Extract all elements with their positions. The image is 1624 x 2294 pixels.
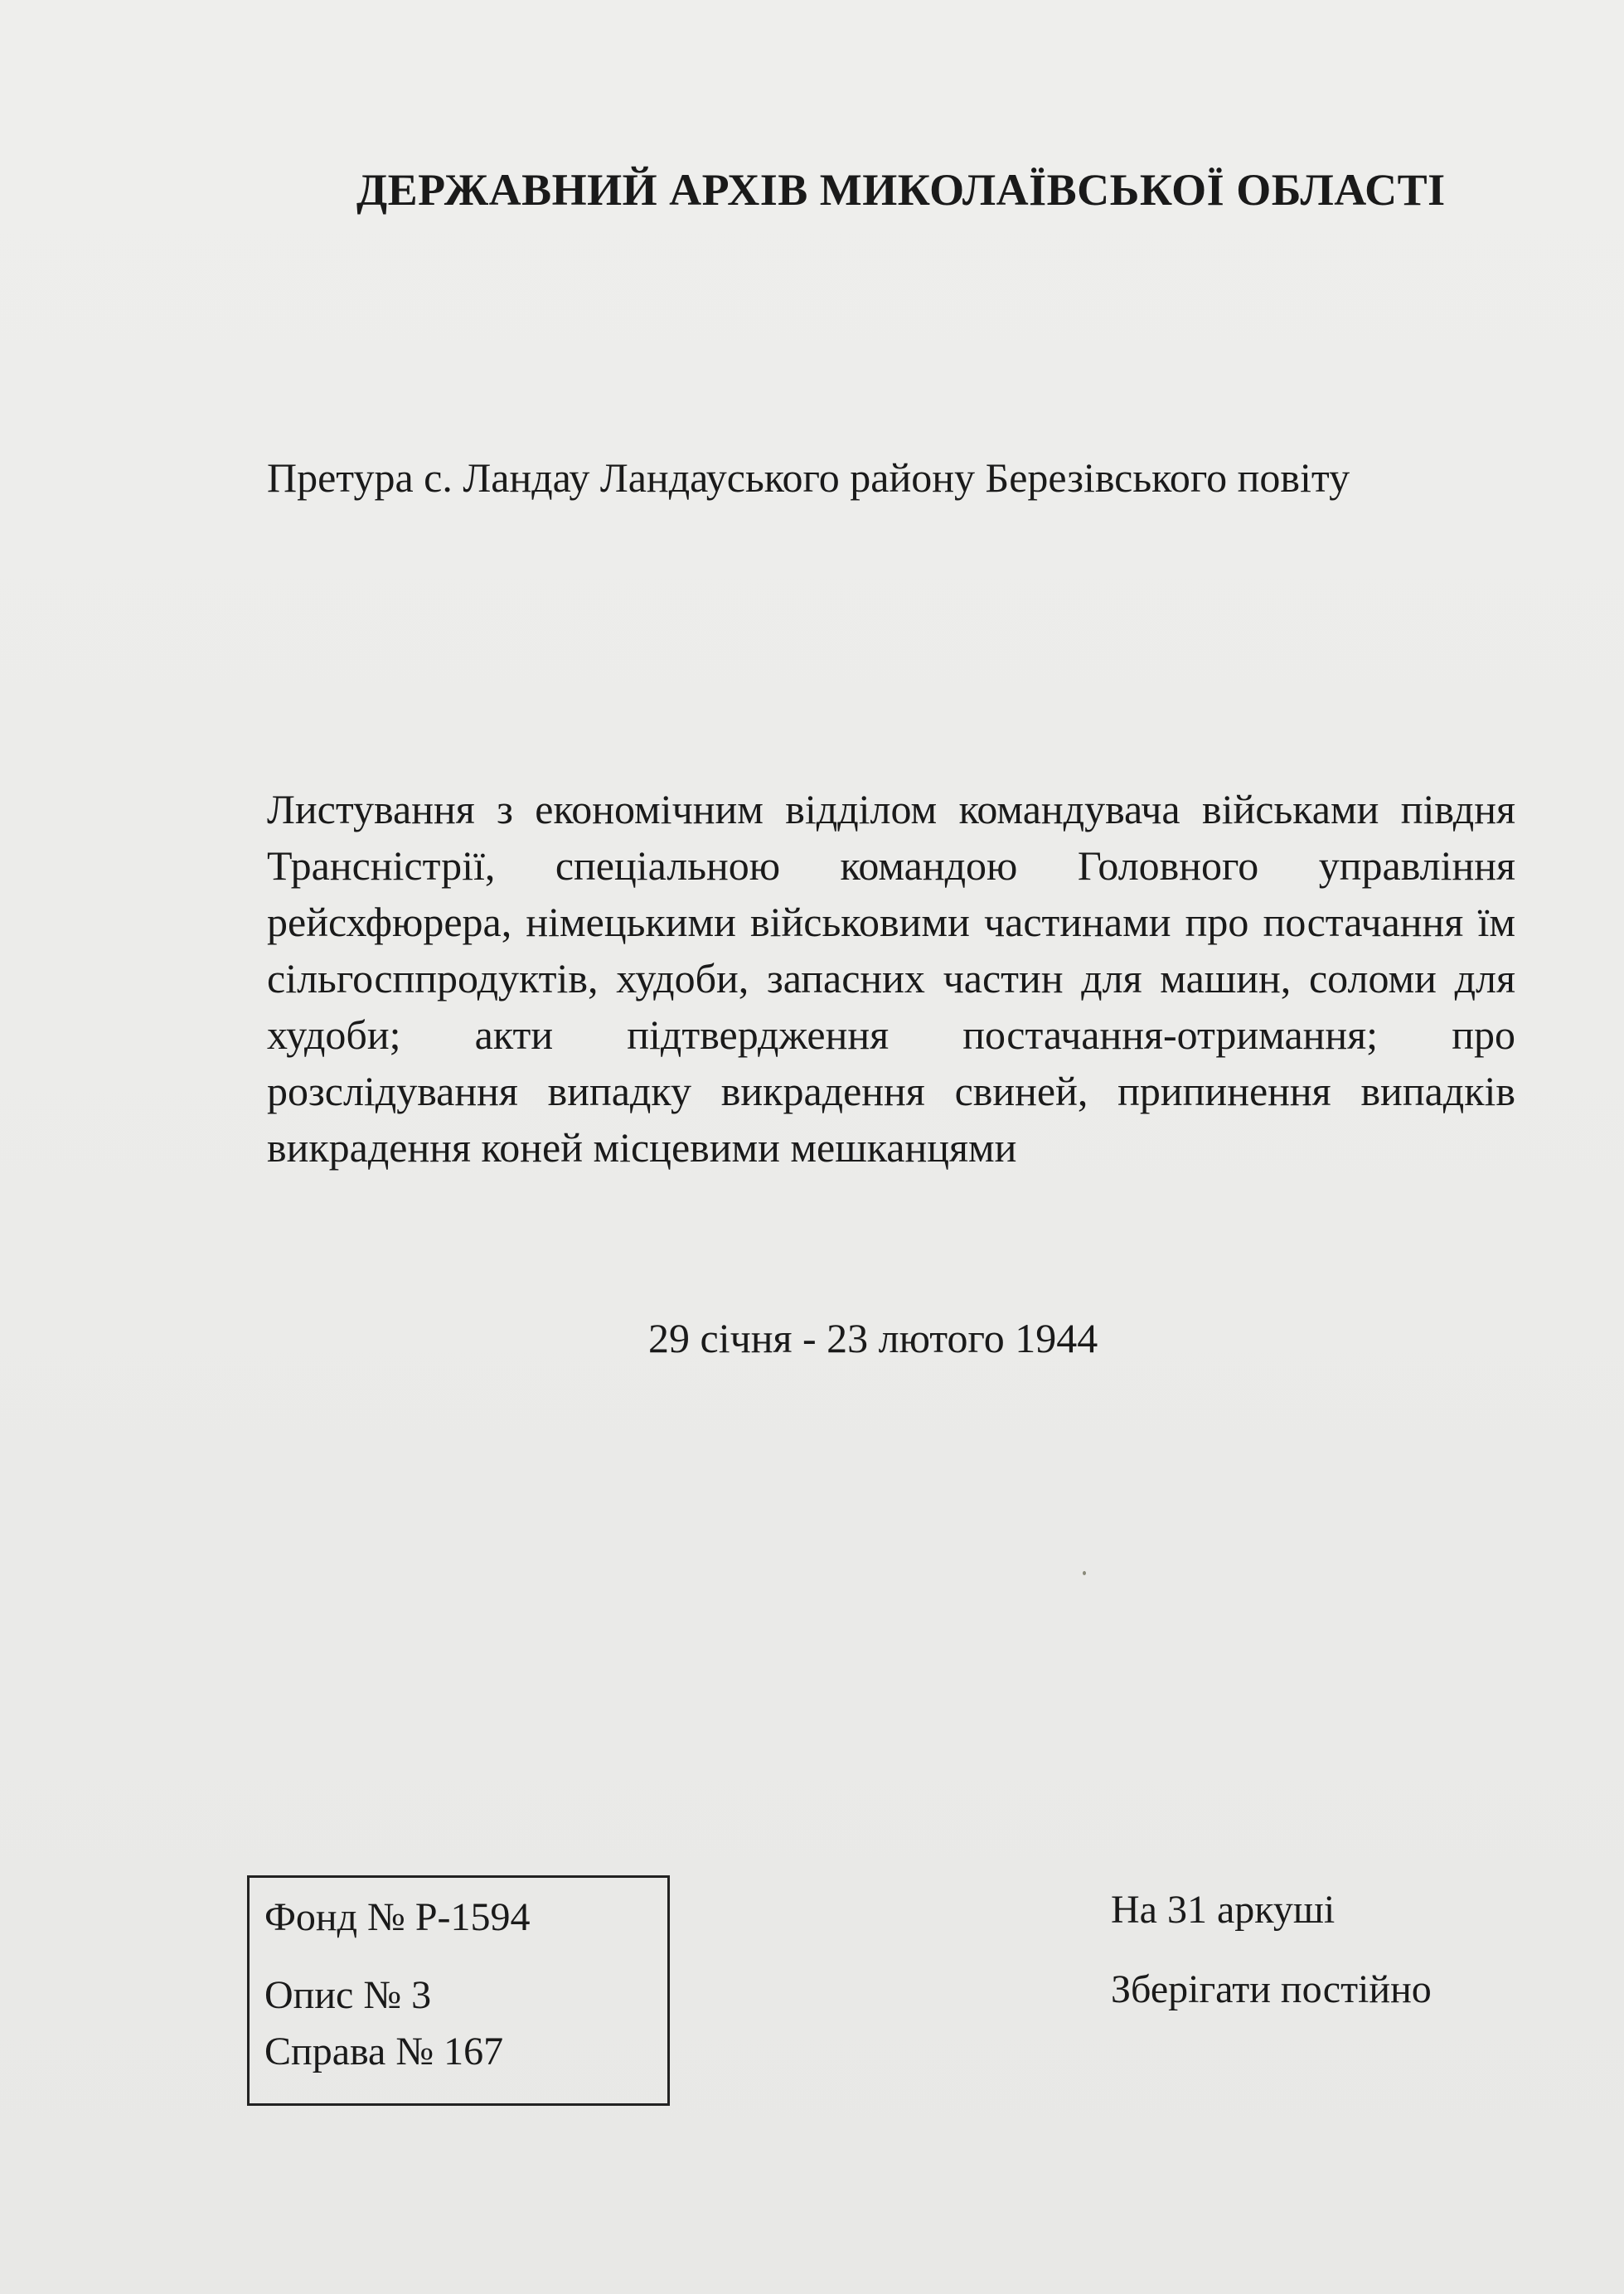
archival-reference-box [247, 1875, 670, 2106]
fond-number: Фонд № Р-1594 [264, 1895, 531, 1939]
fonds-creator: Претура с. Ландау Ландауського району Березівського повіту [267, 454, 1350, 501]
archive-title: ДЕРЖАВНИЙ АРХІВ МИКОЛАЇВСЬКОЇ ОБЛАСТІ [356, 165, 1446, 215]
paper-speck [1083, 1571, 1086, 1575]
date-range: 29 січня - 23 лютого 1944 [648, 1315, 1098, 1361]
sprava-number: Справа № 167 [264, 2030, 504, 2073]
case-description: Листування з економічним відділом командувача військами півдня Трансністрії, спеціальною командою Головного управління рейсхфюрера, німецькими військовими частинами про постачання їм сільгосппродуктів, худоби, запасних частин для машин, соломи для худоби; акти підтвердження постачання-отримання; про розслідування випадку викрадення свиней, припинення випадків викрадення коней місцевими мешканцями [267, 786, 1515, 1171]
opys-number: Опис № 3 [264, 1973, 432, 2017]
sheet-count: На 31 аркуші [1111, 1888, 1336, 1932]
retention-note: Зберігати постійно [1111, 1967, 1432, 2011]
